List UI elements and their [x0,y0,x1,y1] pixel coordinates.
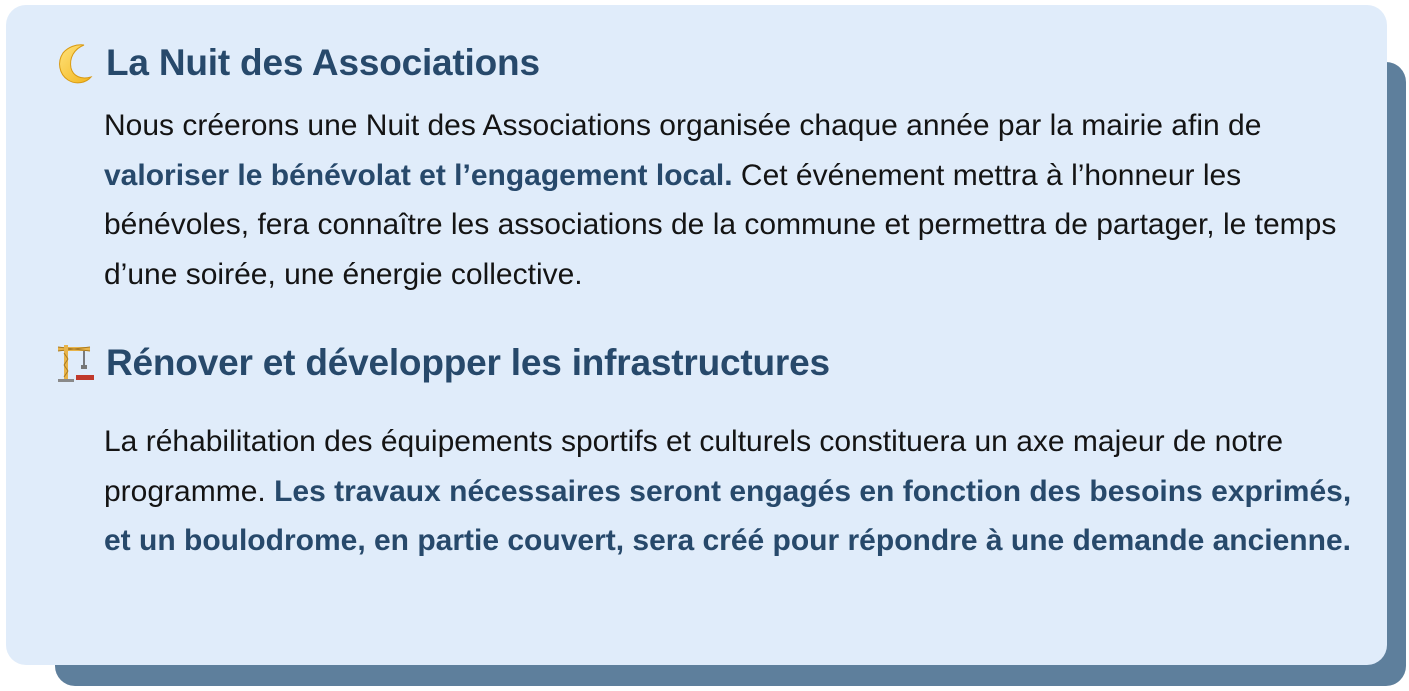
paragraph-text: Nous créerons une Nuit des Associations organisée chaque année par la mairie afin de [104,109,1262,142]
section-paragraph [54,417,1354,566]
content-card [6,5,1387,665]
construction-crane-icon [54,341,98,385]
crescent-moon-icon [54,41,98,85]
section-title-nuit-associations [54,37,1347,89]
paragraph-text: Cet événement mettra à l’honneur les bénévoles, fera connaître les associations de la commune et permettra de partager, le temps d’une soirée, une énergie collective. [104,158,1337,291]
section-title-text: Rénover et développer les infrastructures [106,342,830,383]
paragraph-emphasis: valoriser le bénévolat et l’engagement local. [104,158,733,192]
section-title-text: La Nuit des Associations [106,42,540,83]
paragraph-text: La réhabilitation des équipements sportifs et culturels constituera un axe majeur de notre programme. [104,425,1284,508]
section-paragraph [54,101,1354,299]
paragraph-emphasis: Les travaux nécessaires seront engagés en fonction des besoins exprimés, et un boulodrome, en partie couvert, sera créé pour répondre à une demande ancienne. [104,474,1352,557]
section-title-infrastructures [54,337,1347,389]
